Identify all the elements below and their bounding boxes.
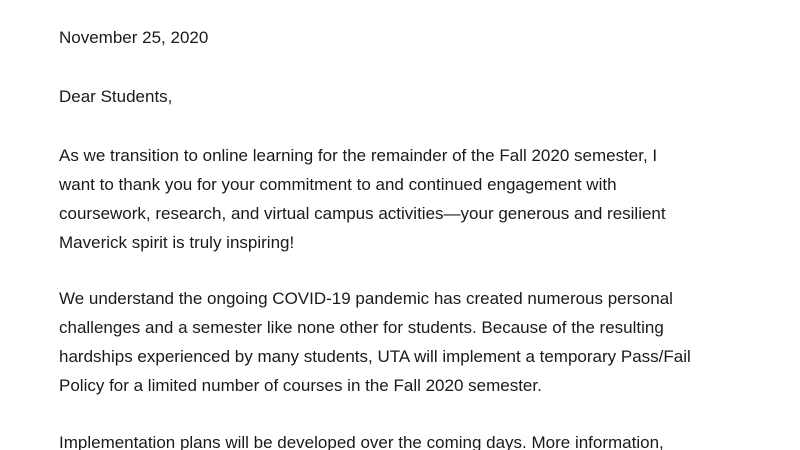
paragraph-line: Implementation plans will be developed over the coming days. More information, <box>59 433 664 450</box>
paragraph-line: challenges and a semester like none other for students. Because of the resulting <box>59 318 664 337</box>
paragraph-line: As we transition to online learning for the remainder of the Fall 2020 semester, I <box>59 146 658 165</box>
paragraph-line: We understand the ongoing COVID-19 pandemic has created numerous personal <box>59 289 673 308</box>
letter-date: November 25, 2020 <box>59 28 209 47</box>
paragraph-line: Policy for a limited number of courses in the Fall 2020 semester. <box>59 376 542 395</box>
paragraph-line: coursework, research, and virtual campus activities—your generous and resilient <box>59 204 666 223</box>
letter-salutation: Dear Students, <box>59 87 173 106</box>
paragraph-line: hardships experienced by many students, UTA will implement a temporary Pass/Fail <box>59 347 691 366</box>
paragraph-line: Maverick spirit is truly inspiring! <box>59 233 295 252</box>
paragraph-line: want to thank you for your commitment to and continued engagement with <box>59 175 617 194</box>
